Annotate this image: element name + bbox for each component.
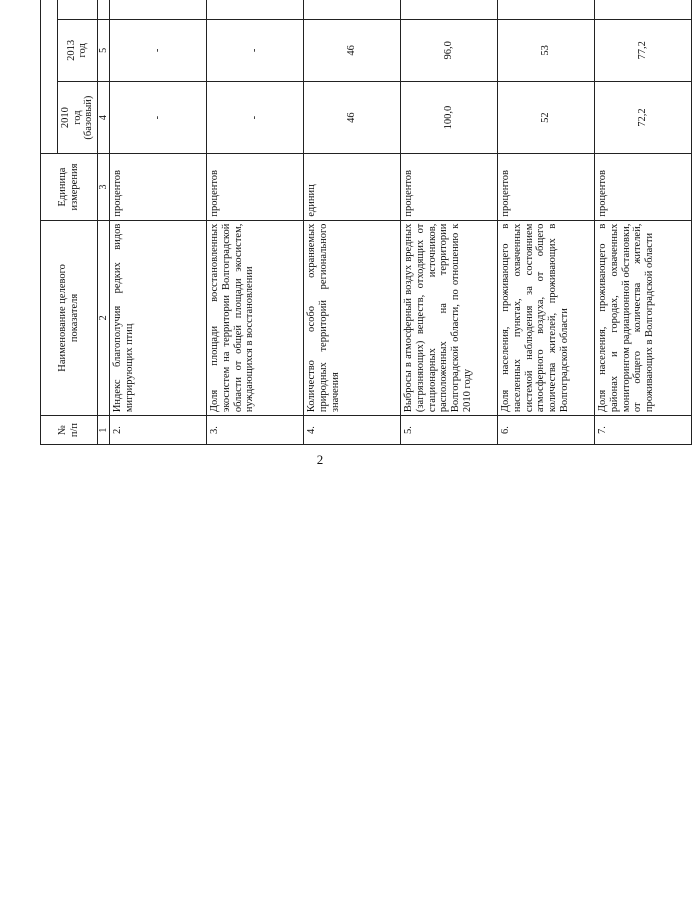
row-number: 7. bbox=[595, 416, 692, 445]
table-body bbox=[110, 0, 692, 445]
header-year: 2010 год (базовый) bbox=[57, 81, 97, 154]
header-name: Наименование целевого показателя bbox=[41, 220, 98, 416]
value-cell bbox=[304, 0, 401, 19]
value-cell: - bbox=[207, 19, 304, 81]
value-cell: - bbox=[110, 19, 207, 81]
indicator-name: Доля населения, проживающего в районах и городах, охваченных мониторингом радиационной обстановки, от общего количества жителей, проживающих в Волгоградской области bbox=[595, 220, 692, 416]
indicator-name: Доля населения, проживающего в населенных пунктах, охваченных системой наблюдения за состоянием атмосферного воздуха, от общего количества жителей, проживающих в Волгоградской области bbox=[498, 220, 595, 416]
table-row bbox=[498, 0, 595, 445]
indicator-name: Индекс благополучия редких видов мигрирующих птиц bbox=[110, 220, 207, 416]
value-cell bbox=[110, 0, 207, 19]
value-cell: 46 bbox=[304, 19, 401, 81]
header-unit: Единица измерения bbox=[41, 154, 98, 220]
header-year bbox=[57, 0, 97, 19]
value-cell bbox=[498, 0, 595, 19]
indicator-name: Доля площади восстановленных экосистем на территории Волгоградской области от общей площади экосистем, нуждающихся в восстановлении bbox=[207, 220, 304, 416]
value-cell: 72,2 bbox=[595, 81, 692, 154]
header-values-group bbox=[41, 0, 58, 154]
row-number: 6. bbox=[498, 416, 595, 445]
column-index-cell: 5 bbox=[98, 19, 110, 81]
row-number: 3. bbox=[207, 416, 304, 445]
page-number: 2 bbox=[316, 452, 324, 467]
table-row bbox=[401, 0, 498, 445]
value-cell: - bbox=[110, 81, 207, 154]
row-number: 4. bbox=[304, 416, 401, 445]
value-cell bbox=[401, 0, 498, 19]
column-index-cell bbox=[98, 0, 110, 19]
unit-cell: процентов bbox=[110, 154, 207, 220]
row-number: 5. bbox=[401, 416, 498, 445]
table-row bbox=[110, 0, 207, 445]
column-index-cell: 4 bbox=[98, 81, 110, 154]
rotated-sheet bbox=[20, 0, 656, 445]
indicator-name: Количество особо охраняемых природных территорий регионального значения bbox=[304, 220, 401, 416]
unit-cell: процентов bbox=[207, 154, 304, 220]
value-cell bbox=[207, 0, 304, 19]
unit-cell: единиц bbox=[304, 154, 401, 220]
header-num: № п/п bbox=[41, 416, 98, 445]
table-row bbox=[304, 0, 401, 445]
table-row bbox=[207, 0, 304, 445]
unit-cell: процентов bbox=[595, 154, 692, 220]
table-row bbox=[595, 0, 692, 445]
value-cell bbox=[595, 0, 692, 19]
row-number: 2. bbox=[110, 416, 207, 445]
indicator-name: Выбросы в атмосферный воздух вредных (загрязняющих) веществ, отходящих от стационарных источников, расположенных на территории Волгоградской области, по отношению к 2010 году bbox=[401, 220, 498, 416]
column-index-cell: 1 bbox=[98, 416, 110, 445]
unit-cell: процентов bbox=[498, 154, 595, 220]
column-index-cell: 3 bbox=[98, 154, 110, 220]
value-cell: 52 bbox=[498, 81, 595, 154]
value-cell: 77,2 bbox=[595, 19, 692, 81]
value-cell: 96,0 bbox=[401, 19, 498, 81]
column-index-cell: 2 bbox=[98, 220, 110, 416]
value-cell: 53 bbox=[498, 19, 595, 81]
unit-cell: процентов bbox=[401, 154, 498, 220]
value-cell: - bbox=[207, 81, 304, 154]
column-index-row bbox=[98, 0, 110, 445]
value-cell: 100,0 bbox=[401, 81, 498, 154]
header-year: 2013 год bbox=[57, 19, 97, 81]
indicators-table bbox=[40, 0, 692, 445]
value-cell: 46 bbox=[304, 81, 401, 154]
